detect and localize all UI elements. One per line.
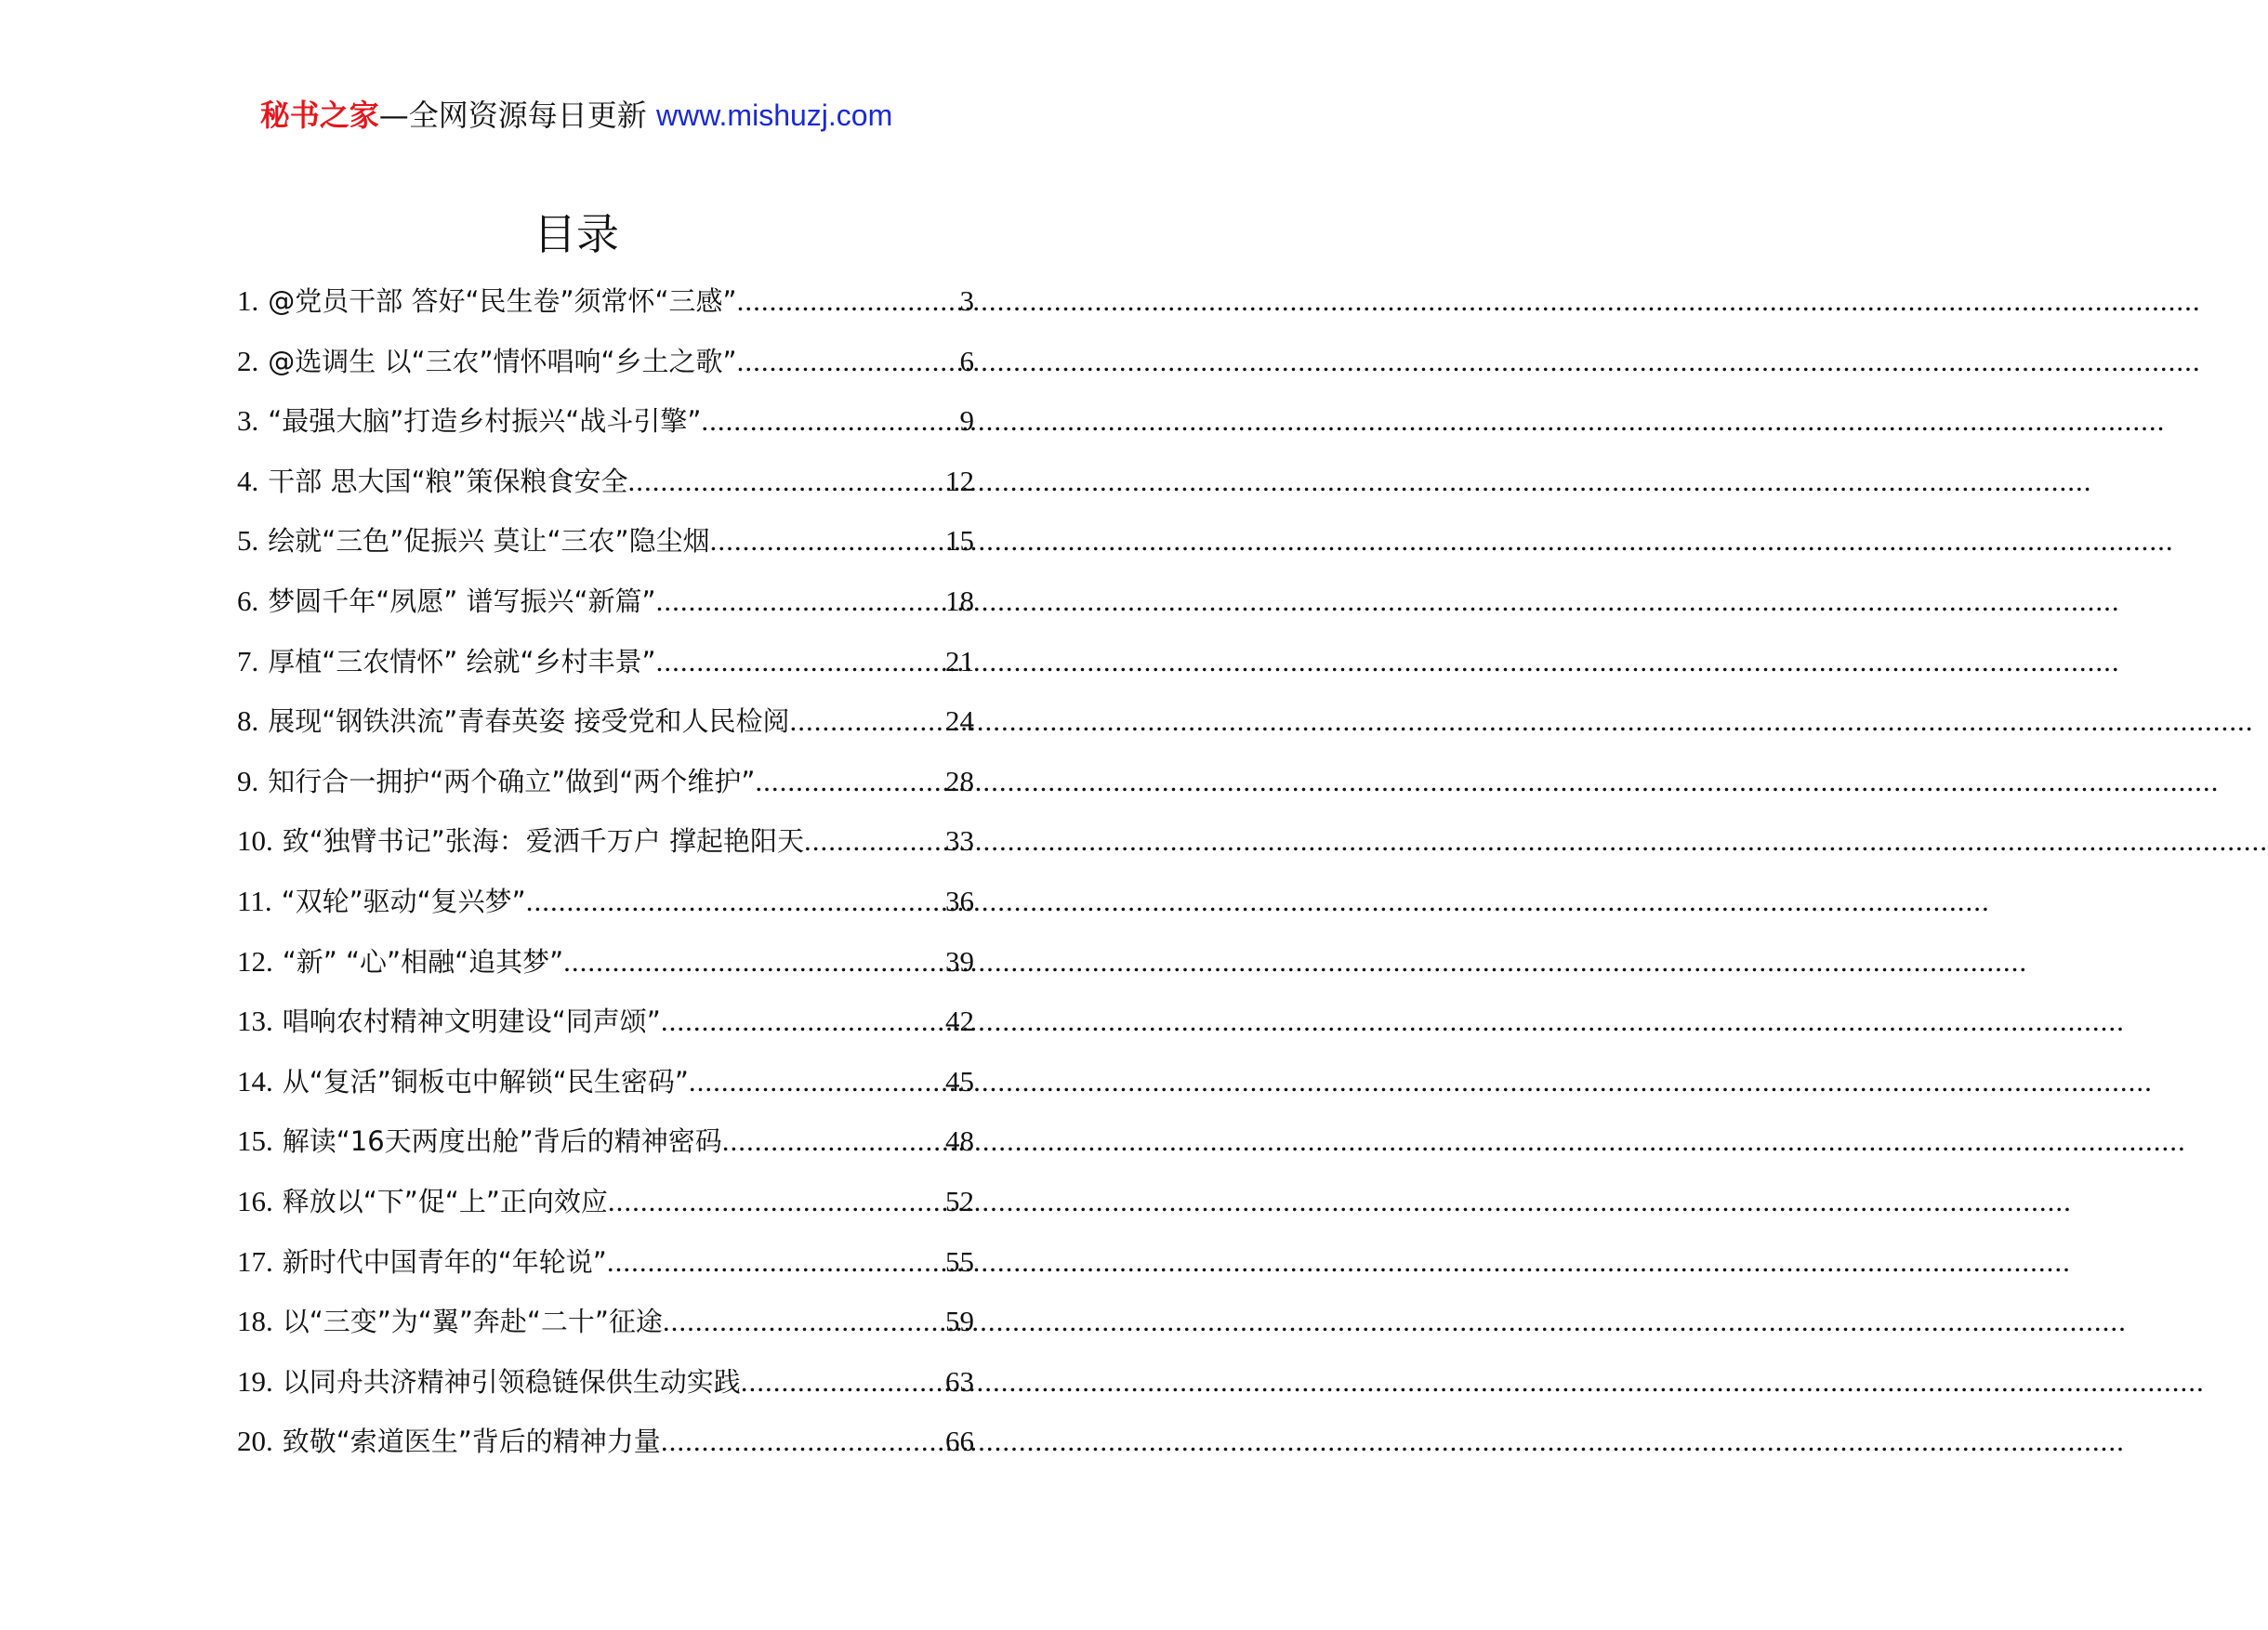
toc-entry-20[interactable] xyxy=(237,1412,974,1472)
toc-dot-leader xyxy=(661,1412,945,1471)
toc-entry-number: 18. xyxy=(237,1305,273,1338)
toc-entry-page: 59 xyxy=(945,1305,974,1338)
toc-entry-16[interactable] xyxy=(237,1172,974,1232)
toc-dot-leader xyxy=(804,811,945,871)
toc-entry-page: 18 xyxy=(945,584,974,617)
toc-entry-title: “新” “心”相融“追其梦” xyxy=(282,945,564,978)
toc-entry-title: 梦圆千年“夙愿” 谱写振兴“新篇” xyxy=(268,585,656,617)
toc-entry-number: 8. xyxy=(237,704,259,738)
toc-entry-number: 9. xyxy=(237,764,259,797)
toc-entry-title: 唱响农村精神文明建设“同声颂” xyxy=(282,1006,661,1038)
toc-dot-leader xyxy=(663,1292,945,1351)
toc-entry-11[interactable] xyxy=(237,872,974,932)
toc-dot-leader xyxy=(755,752,945,811)
toc-entry-page: 42 xyxy=(945,1005,974,1038)
toc-entry-page: 9 xyxy=(959,404,974,438)
toc-dot-leader xyxy=(656,632,945,691)
toc-entry-page: 52 xyxy=(945,1184,974,1217)
toc-entry-title: 以同舟共济精神引领稳链保供生动实践 xyxy=(282,1365,741,1398)
toc-entry-3[interactable] xyxy=(237,391,974,452)
toc-entry-title: 致敬“索道医生”背后的精神力量 xyxy=(282,1426,661,1458)
toc-entry-15[interactable] xyxy=(237,1111,974,1172)
toc-entry-page: 36 xyxy=(945,884,974,917)
toc-entry-19[interactable] xyxy=(237,1352,974,1413)
toc-entry-title: 绘就“三色”促振兴 莫让“三农”隐尘烟 xyxy=(268,525,710,558)
toc-entry-number: 1. xyxy=(237,284,259,317)
toc-entry-page: 28 xyxy=(945,764,974,797)
toc-entry-number: 11. xyxy=(237,884,272,917)
toc-entry-title: 解读“16天两度出舱”背后的精神密码 xyxy=(282,1125,722,1158)
toc-entry-title: 干部 思大国“粮”策保粮食安全 xyxy=(268,465,628,497)
toc-entry-number: 17. xyxy=(237,1244,273,1278)
toc-entry-title: 释放以“下”促“上”正向效应 xyxy=(282,1185,608,1217)
toc-dot-leader xyxy=(722,1111,945,1171)
toc-entry-13[interactable] xyxy=(237,992,974,1052)
toc-dot-leader xyxy=(701,391,959,451)
toc-entry-page: 24 xyxy=(945,704,974,738)
toc-entry-number: 3. xyxy=(237,404,259,438)
toc-entry-6[interactable] xyxy=(237,572,974,632)
toc-entry-page: 33 xyxy=(945,824,974,858)
site-header-banner xyxy=(0,93,1153,138)
toc-entry-page: 15 xyxy=(945,524,974,558)
toc-dot-leader xyxy=(737,332,960,391)
toc-dot-leader xyxy=(741,1352,945,1412)
toc-entry-number: 10. xyxy=(237,824,273,858)
toc-entry-page: 63 xyxy=(945,1364,974,1398)
toc-entry-8[interactable] xyxy=(237,691,974,752)
toc-entry-title: @党员干部 答好“民生卷”须常怀“三感” xyxy=(268,285,737,317)
toc-dot-leader xyxy=(661,992,945,1051)
toc-entry-title: 以“三变”为“翼”奔赴“二十”征途 xyxy=(282,1306,663,1338)
toc-entry-14[interactable] xyxy=(237,1052,974,1112)
toc-entry-page: 66 xyxy=(945,1425,974,1458)
toc-entry-title: 从“复活”铜板屯中解锁“民生密码” xyxy=(282,1065,689,1098)
toc-entry-page: 45 xyxy=(945,1064,974,1098)
toc-entry-18[interactable] xyxy=(237,1292,974,1352)
toc-entry-number: 12. xyxy=(237,944,273,978)
toc-entry-page: 6 xyxy=(959,344,974,377)
header-tagline: —全网资源每日更新 xyxy=(378,98,647,133)
toc-entry-5[interactable] xyxy=(237,511,974,572)
toc-entry-title: 厚植“三农情怀” 绘就“乡村丰景” xyxy=(268,645,656,677)
toc-entry-number: 6. xyxy=(237,584,259,617)
toc-dot-leader xyxy=(790,691,945,751)
toc-entry-number: 15. xyxy=(237,1124,273,1158)
toc-entry-number: 16. xyxy=(237,1184,273,1217)
site-url-link[interactable]: www.mishuzj.com xyxy=(655,99,893,132)
toc-dot-leader xyxy=(563,932,945,992)
toc-dot-leader xyxy=(689,1052,945,1111)
toc-entry-page: 12 xyxy=(945,464,974,497)
toc-entry-1[interactable] xyxy=(237,271,974,332)
toc-dot-leader xyxy=(608,1172,945,1231)
toc-entry-page: 21 xyxy=(945,644,974,677)
toc-entry-page: 55 xyxy=(945,1244,974,1278)
toc-entry-4[interactable] xyxy=(237,452,974,512)
toc-entry-title: 新时代中国青年的“年轮说” xyxy=(282,1245,607,1278)
toc-dot-leader xyxy=(656,572,945,631)
toc-dot-leader xyxy=(526,872,945,931)
toc-entry-page: 39 xyxy=(945,944,974,978)
toc-entry-7[interactable] xyxy=(237,632,974,692)
toc-entry-number: 5. xyxy=(237,524,259,558)
toc-entry-number: 13. xyxy=(237,1005,273,1038)
toc-entry-title: “最强大脑”打造乡村振兴“战斗引擎” xyxy=(268,405,702,438)
toc-entry-title: 知行合一拥护“两个确立”做到“两个维护” xyxy=(268,765,756,797)
toc-dot-leader xyxy=(710,511,945,571)
toc-entry-title: 致“独臂书记”张海：爱洒千万户 撑起艳阳天 xyxy=(282,825,805,858)
toc-entry-page: 48 xyxy=(945,1124,974,1158)
toc-entry-title: “双轮”驱动“复兴梦” xyxy=(281,885,526,917)
toc-dot-leader xyxy=(737,271,960,331)
toc-entry-number: 20. xyxy=(237,1425,273,1458)
toc-entry-number: 19. xyxy=(237,1364,273,1398)
brand-name: 秘书之家 xyxy=(259,98,379,133)
toc-entry-number: 7. xyxy=(237,644,259,677)
toc-entry-9[interactable] xyxy=(237,752,974,812)
toc-entry-17[interactable] xyxy=(237,1232,974,1293)
toc-entry-number: 4. xyxy=(237,464,259,497)
toc-entry-2[interactable] xyxy=(237,332,974,392)
toc-entry-10[interactable] xyxy=(237,811,974,872)
toc-dot-leader xyxy=(607,1232,945,1292)
toc-entry-number: 14. xyxy=(237,1064,273,1098)
toc-entry-page: 3 xyxy=(959,284,974,317)
toc-title: 目录 xyxy=(534,209,619,259)
toc-entry-title: 展现“钢铁洪流”青春英姿 接受党和人民检阅 xyxy=(268,705,790,738)
toc-list xyxy=(237,271,974,1472)
toc-dot-leader xyxy=(628,452,945,511)
toc-entry-12[interactable] xyxy=(237,932,974,992)
toc-entry-title: @选调生 以“三农”情怀唱响“乡土之歌” xyxy=(268,345,737,377)
toc-entry-number: 2. xyxy=(237,344,259,377)
